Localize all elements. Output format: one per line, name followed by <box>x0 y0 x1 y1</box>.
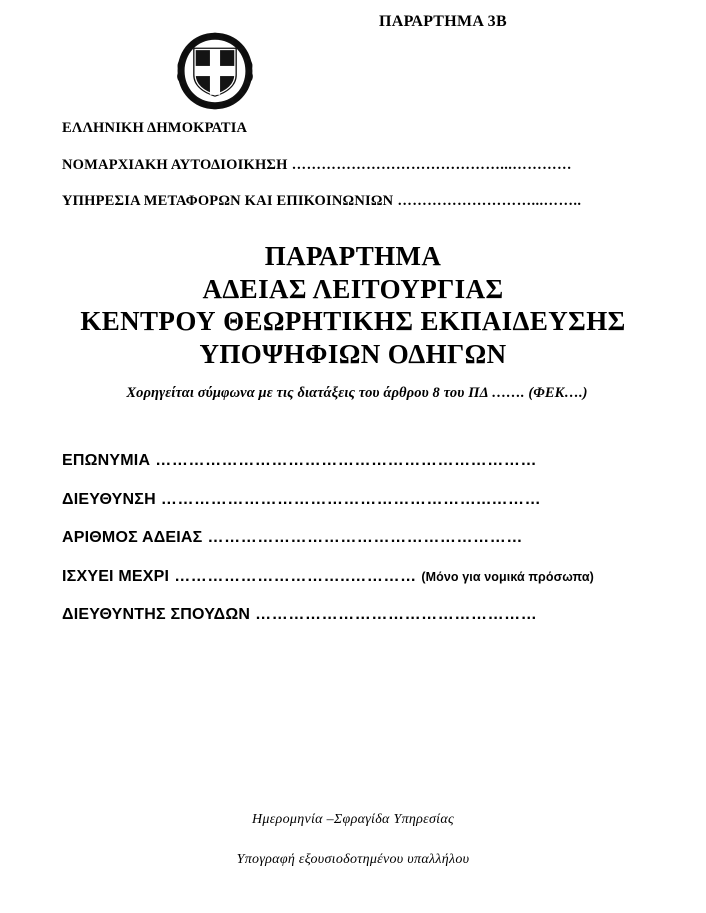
form-fields-block <box>62 452 662 624</box>
authority-header-block <box>62 120 662 210</box>
field-row-licence-number <box>62 529 662 547</box>
dotted-fill[interactable]: …………………………………………… <box>250 606 538 624</box>
field-label: ΑΡΙΘΜΟΣ ΑΔΕΙΑΣ <box>62 529 203 547</box>
authority-line-republic <box>62 120 662 137</box>
authority-label: ΥΠΗΡΕΣΙΑ ΜΕΤΑΦΟΡΩΝ ΚΑΙ ΕΠΙΚΟΙΝΩΝΙΩΝ <box>62 193 394 210</box>
field-label: ΔΙΕΥΘΥΝΤΗΣ ΣΠΟΥΔΩΝ <box>62 606 251 624</box>
dotted-fill: ……………………………………...………… <box>287 156 572 173</box>
dotted-fill[interactable]: …………………………………………………………… <box>150 452 538 469</box>
authority-label: ΕΛΛΗΝΙΚΗ ΔΗΜΟΚΡΑΤΙΑ <box>62 120 248 136</box>
dotted-fill: ………………………...…….. <box>393 193 582 210</box>
field-label: ΕΠΩΝΥΜΙΑ <box>62 452 151 469</box>
page-title-line-1: ΠΑΡΑΡΤΗΜΑ <box>264 241 442 271</box>
field-row-director-of-studies <box>62 606 662 624</box>
annex-code-heading: ΠΑΡΑΡΤΗΜΑ 3Β <box>379 13 507 30</box>
footer-authorised-signature-caption: Υπογραφή εξουσιοδοτημένου υπαλλήλου <box>236 852 470 867</box>
field-row-address <box>62 491 662 509</box>
dotted-fill[interactable]: …………………………………………………...……… <box>155 490 542 508</box>
dotted-fill[interactable]: ………………………………………………… <box>202 529 523 547</box>
authority-label: ΝΟΜΑΡΧΙΑΚΗ ΑΥΤΟΔΙΟΙΚΗΣΗ <box>62 156 288 173</box>
field-note-legal-entities-only: (Μόνο για νομικά πρόσωπα) <box>421 569 594 584</box>
document-title-block <box>0 240 706 371</box>
field-label: ΙΣΧΥΕΙ ΜΕΧΡΙ <box>62 567 170 585</box>
page-title-line-2: ΑΔΕΙΑΣ ΛΕΙΤΟΥΡΓΙΑΣ <box>202 273 504 304</box>
page-title-line-4: ΥΠΟΨΗΦΙΩΝ ΟΔΗΓΩΝ <box>199 338 507 369</box>
signature-footer-block <box>0 812 706 868</box>
legal-basis-subtitle: Χορηγείται σύμφωνα με τις διατάξεις του άρθρου 8 του ΠΔ ……. (ΦΕΚ….) <box>126 385 588 401</box>
authority-line-transport-service <box>62 193 662 210</box>
authority-line-prefecture <box>62 157 662 174</box>
footer-date-and-stamp-caption: Ημερομηνία –Σφραγίδα Υπηρεσίας <box>252 812 454 827</box>
page-title-line-3: ΚΕΝΤΡΟΥ ΘΕΩΡΗΤΙΚΗΣ ΕΚΠΑΙΔΕΥΣΗΣ <box>80 306 626 337</box>
field-label: ΔΙΕΥΘΥΝΣΗ <box>62 490 156 508</box>
field-row-company-name <box>62 452 662 470</box>
dotted-fill[interactable]: …………………………..………… <box>169 567 417 585</box>
field-row-valid-until <box>62 568 662 586</box>
greek-coat-of-arms-icon <box>176 31 254 111</box>
